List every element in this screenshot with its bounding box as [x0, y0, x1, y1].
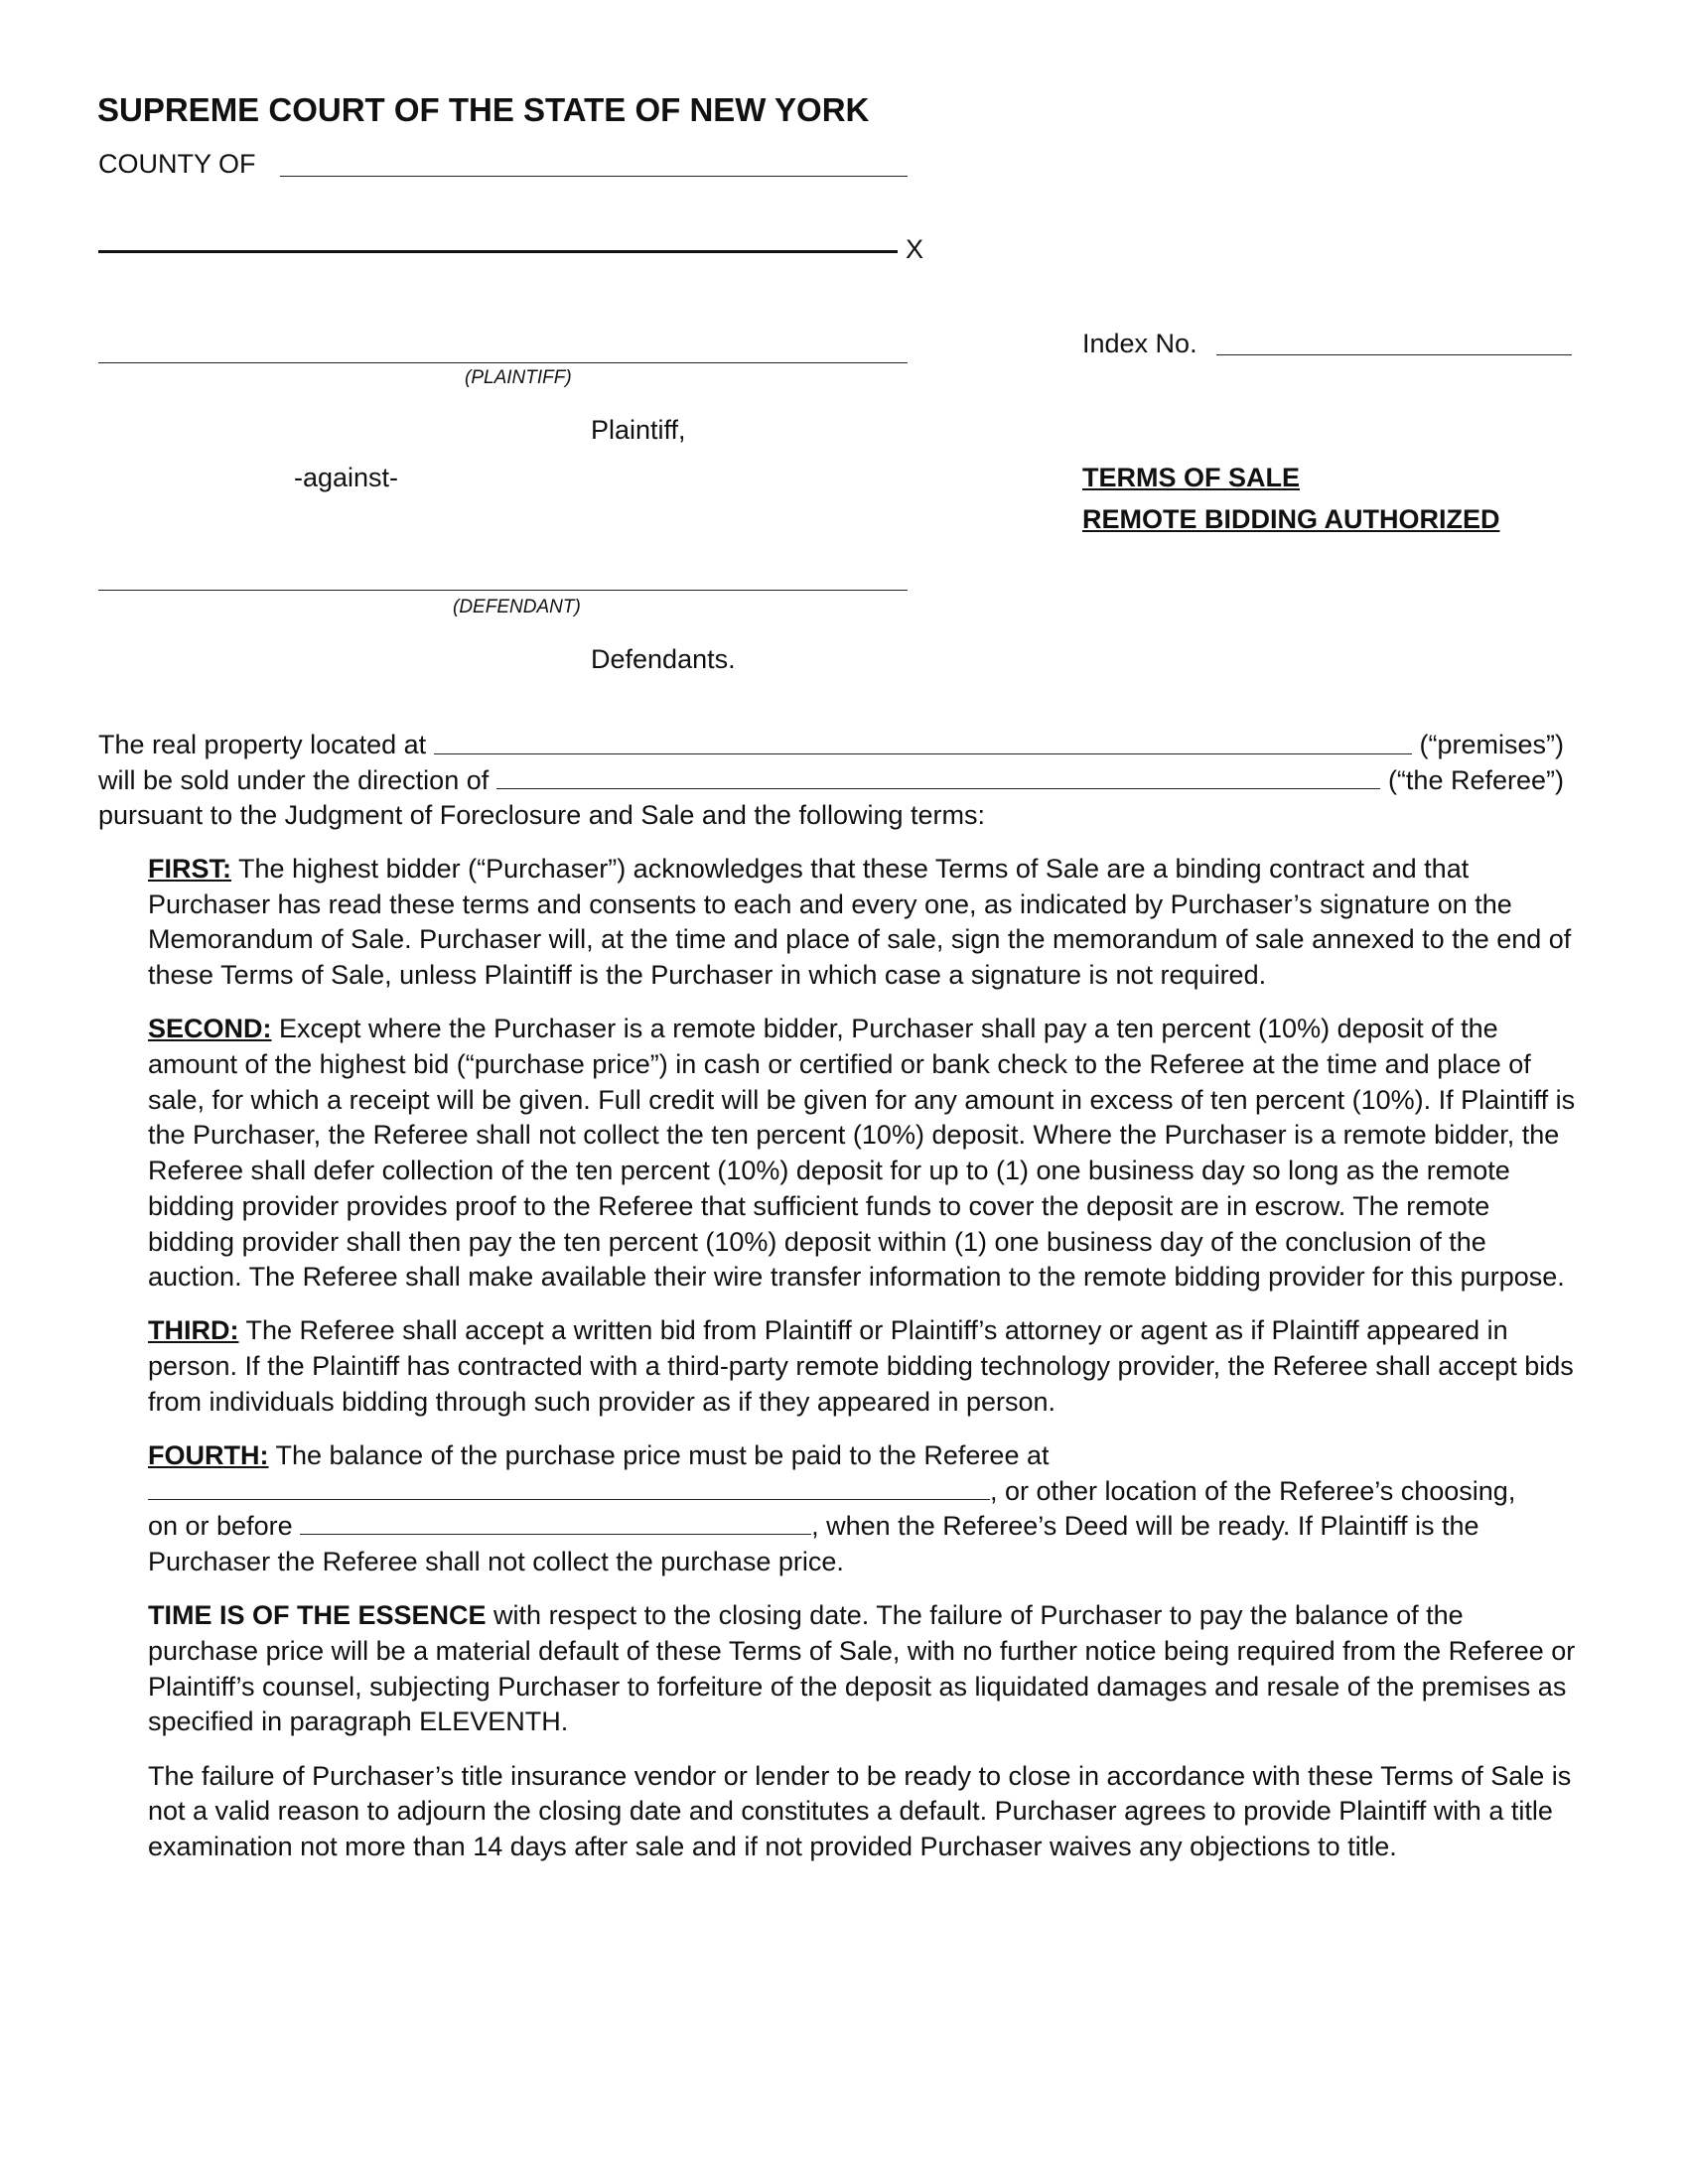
- pursuant-text: pursuant to the Judgment of Foreclosure and Sale and the following terms:: [98, 800, 986, 831]
- closing-date-blank[interactable]: [300, 1512, 811, 1535]
- premises-label: (“premises”): [1419, 729, 1564, 759]
- index-label: Index No.: [1082, 329, 1197, 358]
- term-text: The balance of the purchase price must be paid to the Referee at: [268, 1440, 1050, 1471]
- term-label: SECOND:: [148, 1014, 272, 1044]
- term-text: The Referee shall accept a written bid from Plaintiff or Plaintiff’s attorney or agent as if Plaintiff appeared in person. If the Plaintiff has contracted with a third-party remote bidding technology provider, the Referee shall accept bids from individuals bidding through such provider as if they appeared in person.: [148, 1315, 1574, 1417]
- property-location-label: The real property located at: [98, 729, 427, 759]
- referee-label: will be sold under the direction of: [98, 764, 490, 795]
- defendant-blank[interactable]: [98, 590, 908, 591]
- plaintiff-caption: (PLAINTIFF): [465, 367, 572, 388]
- term-text: The highest bidder (“Purchaser”) acknowledges that these Terms of Sale are a binding contract and that Purchaser has read these terms and consents to each and every one, as indicated by Purchaser’s signature on the Memorandum of Sale. Purchaser will, at the time and place of sale, sign the memorandum of sale annexed to the end of these Terms of Sale, unless Plaintiff is the Purchaser in which case a signature is not required.: [148, 854, 1572, 991]
- caption-divider: [98, 250, 898, 253]
- term-text: with respect to the closing date. The failure of Purchaser to pay the balance of the purchase price will be a material default of these Terms of Sale, with no further notice being required from the Referee or Plaintiff’s counsel, subjecting Purchaser to forfeiture of the deposit as liquidated damages and resale of the premises as specified in paragraph ELEVENTH.: [148, 1600, 1576, 1737]
- court-title: SUPREME COURT OF THE STATE OF NEW YORK: [97, 91, 870, 128]
- term-text: , or other location of the Referee’s choosing,: [990, 1475, 1516, 1506]
- referee-name-blank[interactable]: [496, 788, 1380, 789]
- plaintiff-role: Plaintiff,: [591, 415, 686, 445]
- caption-x-mark: X: [906, 234, 924, 264]
- property-section: [98, 728, 1564, 834]
- term-third: [148, 1313, 1578, 1420]
- county-blank[interactable]: [280, 176, 908, 177]
- term-lead: TIME IS OF THE ESSENCE: [148, 1600, 487, 1631]
- term-fourth: [148, 1438, 1578, 1580]
- terms-body: [148, 852, 1578, 1883]
- defendant-role: Defendants.: [591, 644, 736, 674]
- property-location-blank[interactable]: [434, 753, 1411, 754]
- term-second: [148, 1012, 1578, 1296]
- title-default-paragraph: The failure of Purchaser’s title insurance vendor or lender to be ready to close in accordance with these Terms of Sale is not a valid reason to adjourn the closing date and constitutes a default. Purchaser agrees to provide Plaintiff with a title examination not more than 14 days after sale and if not provided Purchaser waives any objections to title.: [148, 1760, 1572, 1862]
- payment-location-blank[interactable]: [148, 1477, 990, 1500]
- term-text: on or before: [148, 1511, 293, 1542]
- defendant-caption: (DEFENDANT): [453, 597, 581, 617]
- term-label: THIRD:: [148, 1315, 239, 1346]
- term-text: Except where the Purchaser is a remote bidder, Purchaser shall pay a ten percent (10%) deposit of the amount of the highest bid (“purchase price”) in cash or certified or bank check to the Referee at the time and place of sale, for which a receipt will be given. Full credit will be given for any amount in excess of ten percent (10%). If Plaintiff is the Purchaser, the Referee shall not collect the ten percent (10%) deposit. Where the Purchaser is a remote bidder, the Referee shall defer collection of the ten percent (10%) deposit for up to (1) one business day so long as the remote bidding provider provides proof to the Referee that sufficient funds to cover the deposit are in escrow. The remote bidding provider shall then pay the ten percent (10%) deposit within (1) one business day of the conclusion of the auction. The Referee shall make available their wire transfer information to the remote bidding provider for this purpose.: [148, 1014, 1576, 1293]
- against-label: -against-: [294, 463, 399, 492]
- the-referee-label: (“the Referee”): [1387, 764, 1564, 795]
- term-text: , when the Referee’s Deed will be ready. If Plaintiff is the Purchaser the Referee shall not collect the purchase price.: [148, 1511, 1479, 1577]
- county-label: COUNTY OF: [98, 149, 256, 179]
- term-label: FOURTH:: [148, 1440, 269, 1471]
- remote-bidding-title: REMOTE BIDDING AUTHORIZED: [1082, 504, 1500, 534]
- term-label: FIRST:: [148, 854, 231, 884]
- plaintiff-blank[interactable]: [98, 362, 908, 363]
- term-first: [148, 852, 1578, 994]
- time-of-essence-paragraph: [148, 1598, 1578, 1740]
- terms-of-sale-title: TERMS OF SALE: [1082, 463, 1301, 492]
- index-number-blank[interactable]: [1216, 354, 1572, 355]
